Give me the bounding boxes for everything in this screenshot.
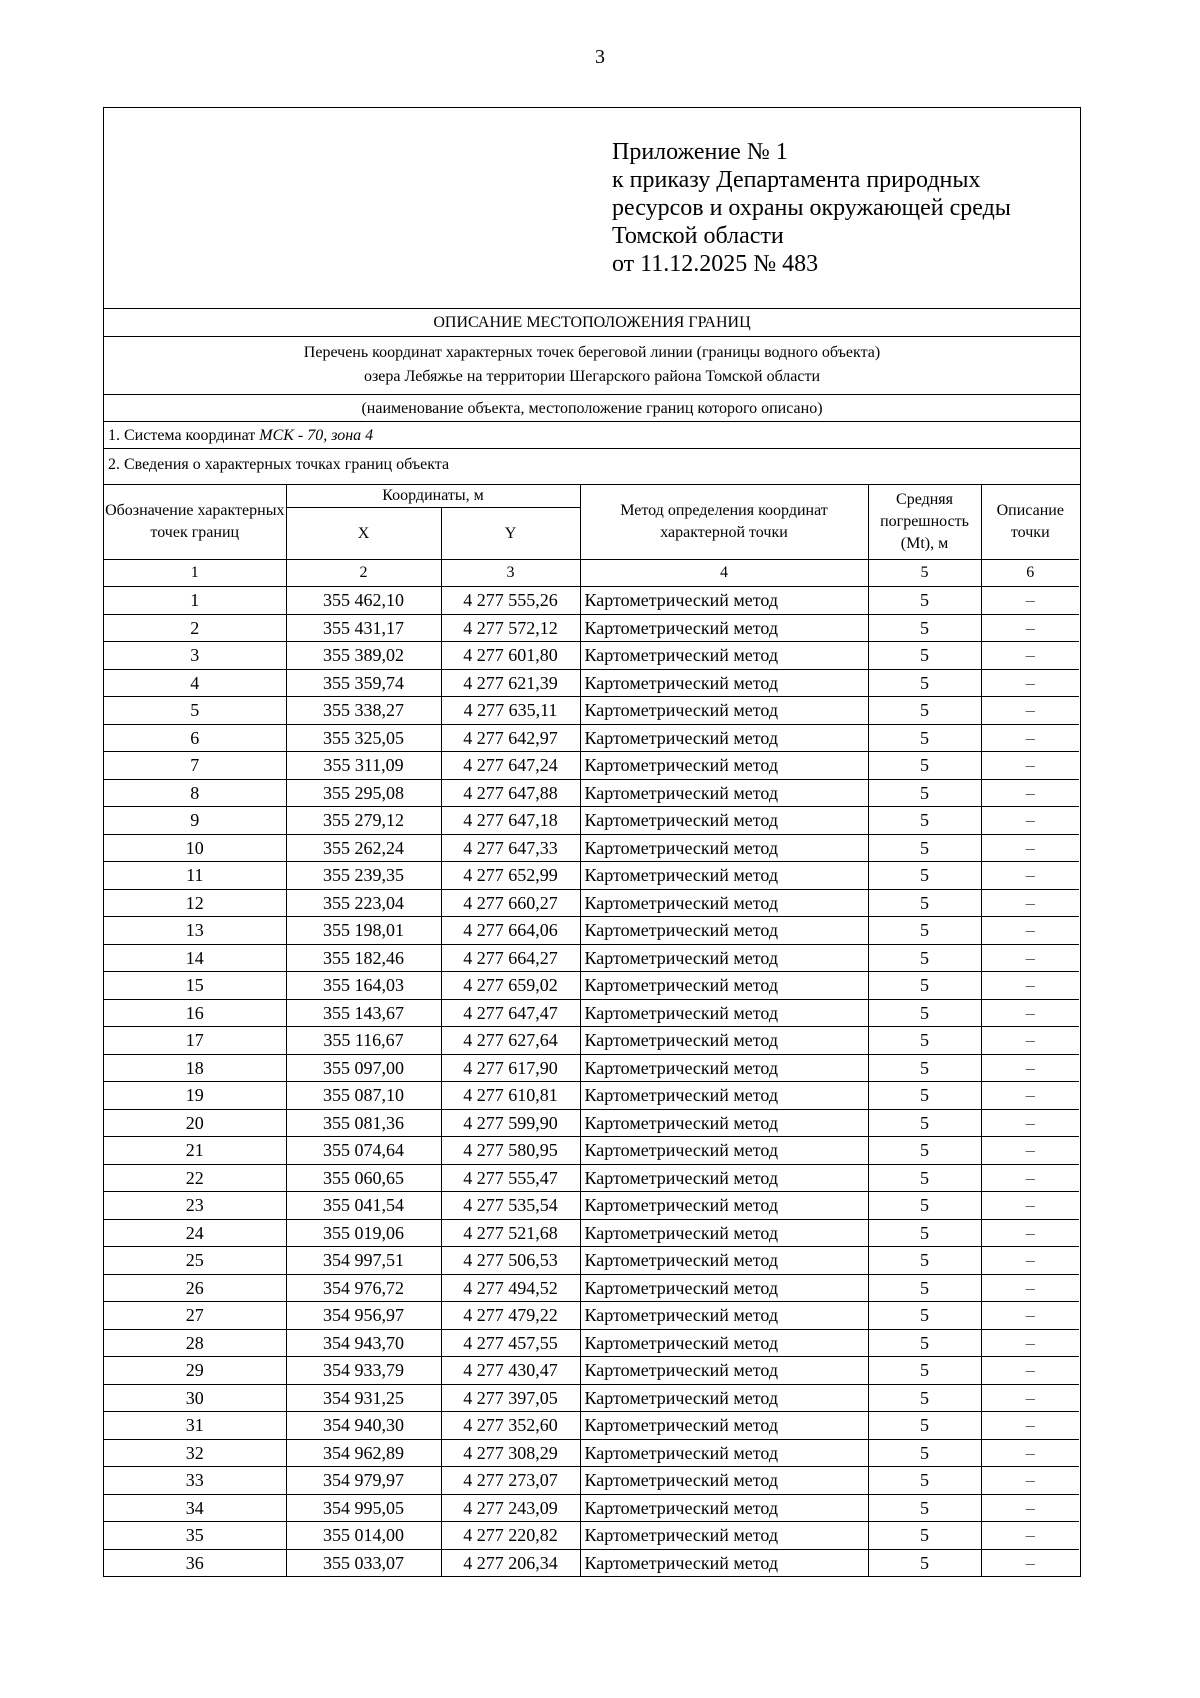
method-cell: Картометрический метод bbox=[580, 1274, 868, 1302]
table-row bbox=[104, 1054, 1079, 1082]
y-coordinate-cell: 4 277 647,18 bbox=[441, 807, 580, 835]
x-coordinate-cell: 355 116,67 bbox=[286, 1027, 441, 1055]
error-cell: 5 bbox=[868, 1522, 981, 1550]
description-cell: – bbox=[981, 917, 1079, 945]
error-cell: 5 bbox=[868, 1164, 981, 1192]
header-error: Средняя погрешность (Mt), м bbox=[868, 485, 981, 560]
point-id-cell: 30 bbox=[104, 1384, 286, 1412]
approval-stamp-text bbox=[612, 138, 1011, 278]
description-cell: – bbox=[981, 1082, 1079, 1110]
x-coordinate-cell: 355 087,10 bbox=[286, 1082, 441, 1110]
error-cell: 5 bbox=[868, 999, 981, 1027]
error-cell: 5 bbox=[868, 807, 981, 835]
column-number: 2 bbox=[286, 560, 441, 587]
table-row bbox=[104, 1357, 1079, 1385]
y-coordinate-cell: 4 277 555,47 bbox=[441, 1164, 580, 1192]
point-id-cell: 16 bbox=[104, 999, 286, 1027]
header-method: Метод определения координат характерной точки bbox=[580, 485, 868, 560]
table-row bbox=[104, 1164, 1079, 1192]
error-cell: 5 bbox=[868, 944, 981, 972]
y-coordinate-cell: 4 277 617,90 bbox=[441, 1054, 580, 1082]
x-coordinate-cell: 355 198,01 bbox=[286, 917, 441, 945]
table-row bbox=[104, 1247, 1079, 1275]
table-row bbox=[104, 999, 1079, 1027]
method-cell: Картометрический метод bbox=[580, 642, 868, 670]
error-cell: 5 bbox=[868, 779, 981, 807]
description-cell: – bbox=[981, 889, 1079, 917]
method-cell: Картометрический метод bbox=[580, 862, 868, 890]
description-cell: – bbox=[981, 697, 1079, 725]
table-row bbox=[104, 889, 1079, 917]
x-coordinate-cell: 355 431,17 bbox=[286, 614, 441, 642]
point-id-cell: 14 bbox=[104, 944, 286, 972]
x-coordinate-cell: 354 962,89 bbox=[286, 1439, 441, 1467]
y-coordinate-cell: 4 277 642,97 bbox=[441, 724, 580, 752]
method-cell: Картометрический метод bbox=[580, 972, 868, 1000]
y-coordinate-cell: 4 277 308,29 bbox=[441, 1439, 580, 1467]
y-coordinate-cell: 4 277 494,52 bbox=[441, 1274, 580, 1302]
point-id-cell: 18 bbox=[104, 1054, 286, 1082]
error-cell: 5 bbox=[868, 1027, 981, 1055]
table-row bbox=[104, 779, 1079, 807]
point-id-cell: 27 bbox=[104, 1302, 286, 1330]
method-cell: Картометрический метод bbox=[580, 917, 868, 945]
description-cell: – bbox=[981, 614, 1079, 642]
x-coordinate-cell: 355 074,64 bbox=[286, 1137, 441, 1165]
object-list-line: Перечень координат характерных точек береговой линии (границы водного объекта) bbox=[303, 344, 881, 361]
description-cell: – bbox=[981, 1027, 1079, 1055]
method-cell: Картометрический метод bbox=[580, 1522, 868, 1550]
y-coordinate-cell: 4 277 506,53 bbox=[441, 1247, 580, 1275]
point-id-cell: 8 bbox=[104, 779, 286, 807]
point-id-cell: 33 bbox=[104, 1467, 286, 1495]
point-id-cell: 12 bbox=[104, 889, 286, 917]
x-coordinate-cell: 355 295,08 bbox=[286, 779, 441, 807]
table-row bbox=[104, 1027, 1079, 1055]
object-list-title bbox=[104, 337, 1080, 395]
error-cell: 5 bbox=[868, 1109, 981, 1137]
x-coordinate-cell: 354 933,79 bbox=[286, 1357, 441, 1385]
description-cell: – bbox=[981, 1467, 1079, 1495]
point-id-cell: 21 bbox=[104, 1137, 286, 1165]
table-row bbox=[104, 1522, 1079, 1550]
table-row bbox=[104, 807, 1079, 835]
approval-line: Приложение № 1 bbox=[612, 139, 788, 165]
method-cell: Картометрический метод bbox=[580, 834, 868, 862]
table-row bbox=[104, 972, 1079, 1000]
x-coordinate-cell: 355 462,10 bbox=[286, 587, 441, 615]
x-coordinate-cell: 355 311,09 bbox=[286, 752, 441, 780]
point-id-cell: 35 bbox=[104, 1522, 286, 1550]
method-cell: Картометрический метод bbox=[580, 1247, 868, 1275]
description-cell: – bbox=[981, 642, 1079, 670]
y-coordinate-cell: 4 277 647,33 bbox=[441, 834, 580, 862]
error-cell: 5 bbox=[868, 1192, 981, 1220]
error-cell: 5 bbox=[868, 587, 981, 615]
table-row bbox=[104, 724, 1079, 752]
x-coordinate-cell: 354 940,30 bbox=[286, 1412, 441, 1440]
description-cell: – bbox=[981, 1219, 1079, 1247]
description-cell: – bbox=[981, 807, 1079, 835]
coordinate-system-label: 1. Система координат bbox=[108, 427, 256, 444]
description-cell: – bbox=[981, 862, 1079, 890]
point-id-cell: 32 bbox=[104, 1439, 286, 1467]
y-coordinate-cell: 4 277 621,39 bbox=[441, 669, 580, 697]
description-cell: – bbox=[981, 1164, 1079, 1192]
description-cell: – bbox=[981, 999, 1079, 1027]
x-coordinate-cell: 354 997,51 bbox=[286, 1247, 441, 1275]
y-coordinate-cell: 4 277 206,34 bbox=[441, 1549, 580, 1576]
y-coordinate-cell: 4 277 660,27 bbox=[441, 889, 580, 917]
error-cell: 5 bbox=[868, 1494, 981, 1522]
description-cell: – bbox=[981, 1247, 1079, 1275]
x-coordinate-cell: 354 995,05 bbox=[286, 1494, 441, 1522]
method-cell: Картометрический метод bbox=[580, 1082, 868, 1110]
error-cell: 5 bbox=[868, 642, 981, 670]
x-coordinate-cell: 354 956,97 bbox=[286, 1302, 441, 1330]
method-cell: Картометрический метод bbox=[580, 889, 868, 917]
description-cell: – bbox=[981, 1274, 1079, 1302]
point-id-cell: 10 bbox=[104, 834, 286, 862]
method-cell: Картометрический метод bbox=[580, 1439, 868, 1467]
method-cell: Картометрический метод bbox=[580, 614, 868, 642]
table-row bbox=[104, 1329, 1079, 1357]
error-cell: 5 bbox=[868, 862, 981, 890]
description-cell: – bbox=[981, 779, 1079, 807]
y-coordinate-cell: 4 277 572,12 bbox=[441, 614, 580, 642]
table-row bbox=[104, 1302, 1079, 1330]
x-coordinate-cell: 355 041,54 bbox=[286, 1192, 441, 1220]
point-id-cell: 25 bbox=[104, 1247, 286, 1275]
y-coordinate-cell: 4 277 220,82 bbox=[441, 1522, 580, 1550]
x-coordinate-cell: 355 019,06 bbox=[286, 1219, 441, 1247]
error-cell: 5 bbox=[868, 1329, 981, 1357]
method-cell: Картометрический метод bbox=[580, 587, 868, 615]
x-coordinate-cell: 354 976,72 bbox=[286, 1274, 441, 1302]
table-row bbox=[104, 917, 1079, 945]
error-cell: 5 bbox=[868, 1274, 981, 1302]
point-id-cell: 6 bbox=[104, 724, 286, 752]
y-coordinate-cell: 4 277 457,55 bbox=[441, 1329, 580, 1357]
method-cell: Картометрический метод bbox=[580, 1219, 868, 1247]
y-coordinate-cell: 4 277 635,11 bbox=[441, 697, 580, 725]
method-cell: Картометрический метод bbox=[580, 944, 868, 972]
point-id-cell: 4 bbox=[104, 669, 286, 697]
x-coordinate-cell: 355 081,36 bbox=[286, 1109, 441, 1137]
y-coordinate-cell: 4 277 479,22 bbox=[441, 1302, 580, 1330]
y-coordinate-cell: 4 277 521,68 bbox=[441, 1219, 580, 1247]
header-desc: Описание точки bbox=[981, 485, 1079, 560]
boundary-document bbox=[103, 107, 1081, 1577]
point-id-cell: 34 bbox=[104, 1494, 286, 1522]
error-cell: 5 bbox=[868, 724, 981, 752]
point-id-cell: 19 bbox=[104, 1082, 286, 1110]
point-id-cell: 13 bbox=[104, 917, 286, 945]
x-coordinate-cell: 355 097,00 bbox=[286, 1054, 441, 1082]
x-coordinate-cell: 354 931,25 bbox=[286, 1384, 441, 1412]
table-row bbox=[104, 1549, 1079, 1576]
error-cell: 5 bbox=[868, 752, 981, 780]
column-number: 1 bbox=[104, 560, 286, 587]
y-coordinate-cell: 4 277 664,06 bbox=[441, 917, 580, 945]
x-coordinate-cell: 355 359,74 bbox=[286, 669, 441, 697]
table-row bbox=[104, 1137, 1079, 1165]
y-coordinate-cell: 4 277 580,95 bbox=[441, 1137, 580, 1165]
table-row bbox=[104, 752, 1079, 780]
y-coordinate-cell: 4 277 647,47 bbox=[441, 999, 580, 1027]
error-cell: 5 bbox=[868, 1054, 981, 1082]
table-row bbox=[104, 642, 1079, 670]
table-row bbox=[104, 944, 1079, 972]
point-id-cell: 20 bbox=[104, 1109, 286, 1137]
table-row bbox=[104, 614, 1079, 642]
method-cell: Картометрический метод bbox=[580, 1384, 868, 1412]
error-cell: 5 bbox=[868, 614, 981, 642]
approval-line: к приказу Департамента природных bbox=[612, 167, 981, 193]
method-cell: Картометрический метод bbox=[580, 999, 868, 1027]
x-coordinate-cell: 355 338,27 bbox=[286, 697, 441, 725]
point-id-cell: 17 bbox=[104, 1027, 286, 1055]
header-point: Обозначение характерных точек границ bbox=[104, 485, 286, 560]
y-coordinate-cell: 4 277 430,47 bbox=[441, 1357, 580, 1385]
point-id-cell: 28 bbox=[104, 1329, 286, 1357]
point-id-cell: 1 bbox=[104, 587, 286, 615]
point-id-cell: 23 bbox=[104, 1192, 286, 1220]
description-cell: – bbox=[981, 1439, 1079, 1467]
y-coordinate-cell: 4 277 397,05 bbox=[441, 1384, 580, 1412]
description-cell: – bbox=[981, 587, 1079, 615]
section-title: ОПИСАНИЕ МЕСТОПОЛОЖЕНИЯ ГРАНИЦ bbox=[104, 309, 1080, 337]
x-coordinate-cell: 355 262,24 bbox=[286, 834, 441, 862]
column-number: 6 bbox=[981, 560, 1079, 587]
object-list-line: озера Лебяжье на территории Шегарского района Томской области bbox=[363, 368, 821, 385]
method-cell: Картометрический метод bbox=[580, 807, 868, 835]
column-number: 3 bbox=[441, 560, 580, 587]
description-cell: – bbox=[981, 1137, 1079, 1165]
description-cell: – bbox=[981, 1494, 1079, 1522]
error-cell: 5 bbox=[868, 697, 981, 725]
x-coordinate-cell: 355 182,46 bbox=[286, 944, 441, 972]
description-cell: – bbox=[981, 944, 1079, 972]
table-row bbox=[104, 1082, 1079, 1110]
points-info: 2. Сведения о характерных точках границ объекта bbox=[104, 449, 1080, 485]
error-cell: 5 bbox=[868, 917, 981, 945]
table-row bbox=[104, 1274, 1079, 1302]
table-row bbox=[104, 1439, 1079, 1467]
method-cell: Картометрический метод bbox=[580, 1192, 868, 1220]
error-cell: 5 bbox=[868, 834, 981, 862]
x-coordinate-cell: 355 223,04 bbox=[286, 889, 441, 917]
point-id-cell: 26 bbox=[104, 1274, 286, 1302]
x-coordinate-cell: 355 164,03 bbox=[286, 972, 441, 1000]
y-coordinate-cell: 4 277 273,07 bbox=[441, 1467, 580, 1495]
error-cell: 5 bbox=[868, 1357, 981, 1385]
page-number: 3 bbox=[595, 46, 605, 68]
table-row bbox=[104, 1219, 1079, 1247]
table-row bbox=[104, 587, 1079, 615]
coordinate-system bbox=[104, 422, 1080, 449]
description-cell: – bbox=[981, 1357, 1079, 1385]
approval-line: ресурсов и охраны окружающей среды bbox=[612, 195, 1011, 221]
description-cell: – bbox=[981, 1192, 1079, 1220]
x-coordinate-cell: 355 325,05 bbox=[286, 724, 441, 752]
error-cell: 5 bbox=[868, 1467, 981, 1495]
header-x: X bbox=[286, 508, 441, 560]
table-row bbox=[104, 1467, 1079, 1495]
error-cell: 5 bbox=[868, 1247, 981, 1275]
error-cell: 5 bbox=[868, 1549, 981, 1576]
method-cell: Картометрический метод bbox=[580, 1549, 868, 1576]
description-cell: – bbox=[981, 972, 1079, 1000]
method-cell: Картометрический метод bbox=[580, 724, 868, 752]
x-coordinate-cell: 355 239,35 bbox=[286, 862, 441, 890]
y-coordinate-cell: 4 277 647,24 bbox=[441, 752, 580, 780]
method-cell: Картометрический метод bbox=[580, 697, 868, 725]
y-coordinate-cell: 4 277 243,09 bbox=[441, 1494, 580, 1522]
coordinate-system-value: МСК - 70, зона 4 bbox=[259, 427, 374, 444]
description-cell: – bbox=[981, 1412, 1079, 1440]
error-cell: 5 bbox=[868, 1082, 981, 1110]
method-cell: Картометрический метод bbox=[580, 1412, 868, 1440]
method-cell: Картометрический метод bbox=[580, 779, 868, 807]
error-cell: 5 bbox=[868, 1439, 981, 1467]
point-id-cell: 31 bbox=[104, 1412, 286, 1440]
y-coordinate-cell: 4 277 659,02 bbox=[441, 972, 580, 1000]
point-id-cell: 9 bbox=[104, 807, 286, 835]
method-cell: Картометрический метод bbox=[580, 669, 868, 697]
y-coordinate-cell: 4 277 601,80 bbox=[441, 642, 580, 670]
coordinates-table bbox=[104, 485, 1079, 1576]
x-coordinate-cell: 355 033,07 bbox=[286, 1549, 441, 1576]
approval-line: от 11.12.2025 № 483 bbox=[612, 251, 819, 277]
table-row bbox=[104, 1109, 1079, 1137]
point-id-cell: 5 bbox=[104, 697, 286, 725]
y-coordinate-cell: 4 277 627,64 bbox=[441, 1027, 580, 1055]
description-cell: – bbox=[981, 1109, 1079, 1137]
y-coordinate-cell: 4 277 647,88 bbox=[441, 779, 580, 807]
method-cell: Картометрический метод bbox=[580, 1329, 868, 1357]
error-cell: 5 bbox=[868, 1412, 981, 1440]
error-cell: 5 bbox=[868, 1384, 981, 1412]
error-cell: 5 bbox=[868, 889, 981, 917]
table-row bbox=[104, 697, 1079, 725]
point-id-cell: 29 bbox=[104, 1357, 286, 1385]
method-cell: Картометрический метод bbox=[580, 1054, 868, 1082]
y-coordinate-cell: 4 277 352,60 bbox=[441, 1412, 580, 1440]
header-y: Y bbox=[441, 508, 580, 560]
x-coordinate-cell: 355 143,67 bbox=[286, 999, 441, 1027]
approval-block bbox=[104, 108, 1080, 309]
column-number: 5 bbox=[868, 560, 981, 587]
point-id-cell: 22 bbox=[104, 1164, 286, 1192]
object-caption: (наименование объекта, местоположение границ которого описано) bbox=[104, 395, 1080, 422]
y-coordinate-cell: 4 277 610,81 bbox=[441, 1082, 580, 1110]
error-cell: 5 bbox=[868, 669, 981, 697]
error-cell: 5 bbox=[868, 1137, 981, 1165]
coordinates-table-body bbox=[104, 587, 1079, 1577]
method-cell: Картометрический метод bbox=[580, 1109, 868, 1137]
description-cell: – bbox=[981, 724, 1079, 752]
error-cell: 5 bbox=[868, 972, 981, 1000]
method-cell: Картометрический метод bbox=[580, 1357, 868, 1385]
y-coordinate-cell: 4 277 599,90 bbox=[441, 1109, 580, 1137]
description-cell: – bbox=[981, 669, 1079, 697]
header-coords: Координаты, м bbox=[286, 485, 580, 508]
x-coordinate-cell: 355 014,00 bbox=[286, 1522, 441, 1550]
point-id-cell: 7 bbox=[104, 752, 286, 780]
point-id-cell: 15 bbox=[104, 972, 286, 1000]
column-number: 4 bbox=[580, 560, 868, 587]
x-coordinate-cell: 354 943,70 bbox=[286, 1329, 441, 1357]
method-cell: Картометрический метод bbox=[580, 752, 868, 780]
point-id-cell: 36 bbox=[104, 1549, 286, 1576]
table-row bbox=[104, 1412, 1079, 1440]
method-cell: Картометрический метод bbox=[580, 1027, 868, 1055]
table-row bbox=[104, 862, 1079, 890]
table-row bbox=[104, 669, 1079, 697]
method-cell: Картометрический метод bbox=[580, 1302, 868, 1330]
method-cell: Картометрический метод bbox=[580, 1467, 868, 1495]
y-coordinate-cell: 4 277 535,54 bbox=[441, 1192, 580, 1220]
point-id-cell: 3 bbox=[104, 642, 286, 670]
method-cell: Картометрический метод bbox=[580, 1137, 868, 1165]
method-cell: Картометрический метод bbox=[580, 1164, 868, 1192]
table-row bbox=[104, 1494, 1079, 1522]
point-id-cell: 24 bbox=[104, 1219, 286, 1247]
description-cell: – bbox=[981, 1522, 1079, 1550]
error-cell: 5 bbox=[868, 1302, 981, 1330]
table-row bbox=[104, 834, 1079, 862]
x-coordinate-cell: 355 060,65 bbox=[286, 1164, 441, 1192]
description-cell: – bbox=[981, 1384, 1079, 1412]
table-row bbox=[104, 1192, 1079, 1220]
y-coordinate-cell: 4 277 652,99 bbox=[441, 862, 580, 890]
description-cell: – bbox=[981, 1054, 1079, 1082]
description-cell: – bbox=[981, 834, 1079, 862]
method-cell: Картометрический метод bbox=[580, 1494, 868, 1522]
x-coordinate-cell: 354 979,97 bbox=[286, 1467, 441, 1495]
approval-line: Томской области bbox=[612, 223, 784, 249]
table-row bbox=[104, 1384, 1079, 1412]
description-cell: – bbox=[981, 1549, 1079, 1576]
y-coordinate-cell: 4 277 555,26 bbox=[441, 587, 580, 615]
description-cell: – bbox=[981, 752, 1079, 780]
point-id-cell: 2 bbox=[104, 614, 286, 642]
y-coordinate-cell: 4 277 664,27 bbox=[441, 944, 580, 972]
point-id-cell: 11 bbox=[104, 862, 286, 890]
x-coordinate-cell: 355 279,12 bbox=[286, 807, 441, 835]
description-cell: – bbox=[981, 1329, 1079, 1357]
x-coordinate-cell: 355 389,02 bbox=[286, 642, 441, 670]
description-cell: – bbox=[981, 1302, 1079, 1330]
error-cell: 5 bbox=[868, 1219, 981, 1247]
